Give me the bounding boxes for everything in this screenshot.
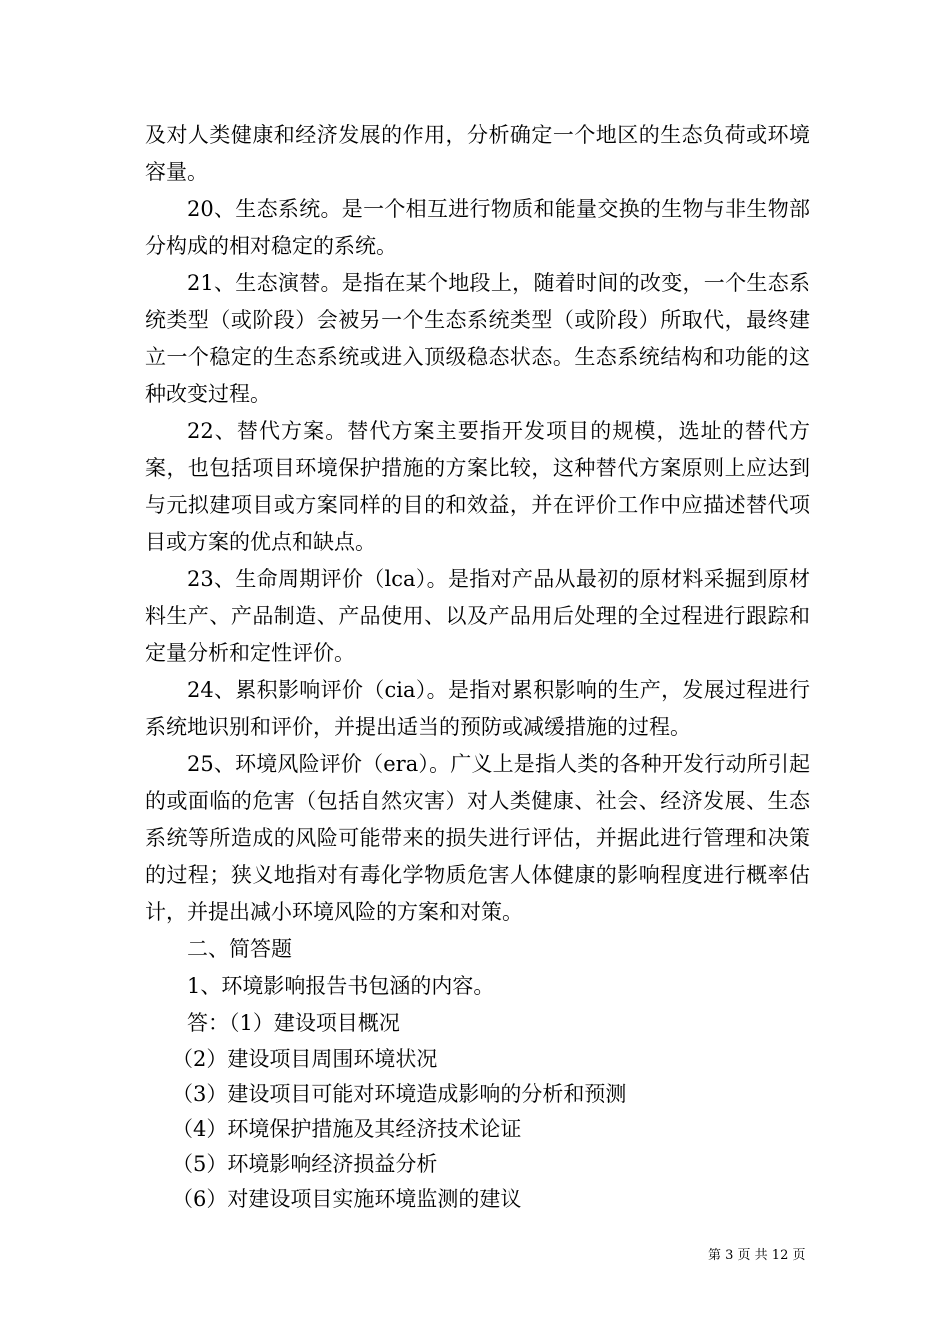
page-content <box>145 117 810 1217</box>
answer-list-item: （6）对建设项目实施环境监测的建议 <box>172 1187 522 1211</box>
answer-list-item: （2）建设项目周围环境状况 <box>172 1047 438 1071</box>
paragraph-continuation: 及对人类健康和经济发展的作用，分析确定一个地区的生态负荷或环境容量。 <box>145 123 810 184</box>
answer-list-item: （5）环境影响经济损益分析 <box>172 1152 438 1176</box>
page-number-footer: 第 3 页 共 12 页 <box>708 1248 806 1263</box>
answer-intro: 答：（1）建设项目概况 <box>187 1011 400 1035</box>
answer-list-item: （4）环境保护措施及其经济技术论证 <box>172 1117 522 1141</box>
paragraph-term-20: 20、生态系统。是一个相互进行物质和能量交换的生物与非生物部分构成的相对稳定的系统。 <box>145 197 810 258</box>
question-1: 1、环境影响报告书包涵的内容。 <box>187 974 495 998</box>
paragraph-term-24: 24、累积影响评价（cia）。是指对累积影响的生产，发展过程进行系统地识别和评价，并提出适当的预防或减缓措施的过程。 <box>145 678 810 739</box>
paragraph-term-23: 23、生命周期评价（lca）。是指对产品从最初的原材料采掘到原材料生产、产品制造、产品使用、以及产品用后处理的全过程进行跟踪和定量分析和定性评价。 <box>145 567 810 665</box>
section-heading: 二、简答题 <box>187 937 292 961</box>
answer-list-item: （3）建设项目可能对环境造成影响的分析和预测 <box>172 1082 627 1106</box>
paragraph-term-22: 22、替代方案。替代方案主要指开发项目的规模，选址的替代方案，也包括项目环境保护措施的方案比较，这种替代方案原则上应达到与元拟建项目或方案同样的目的和效益，并在评价工作中应描述替代项目或方案的优点和缺点。 <box>145 419 810 554</box>
answer-list <box>145 1042 810 1217</box>
paragraph-term-25: 25、环境风险评价（era）。广义上是指人类的各种开发行动所引起的或面临的危害（包括自然灾害）对人类健康、社会、经济发展、生态系统等所造成的风险可能带来的损失进行评估，并据此进行管理和决策的过程；狭义地指对有毒化学物质危害人体健康的影响程度进行概率估计，并提出减小环境风险的方案和对策。 <box>145 752 810 924</box>
paragraph-term-21: 21、生态演替。是指在某个地段上，随着时间的改变，一个生态系统类型（或阶段）会被另一个生态系统类型（或阶段）所取代，最终建立一个稳定的生态系统或进入顶级稳态状态。生态系统结构和功能的这种改变过程。 <box>145 271 810 406</box>
